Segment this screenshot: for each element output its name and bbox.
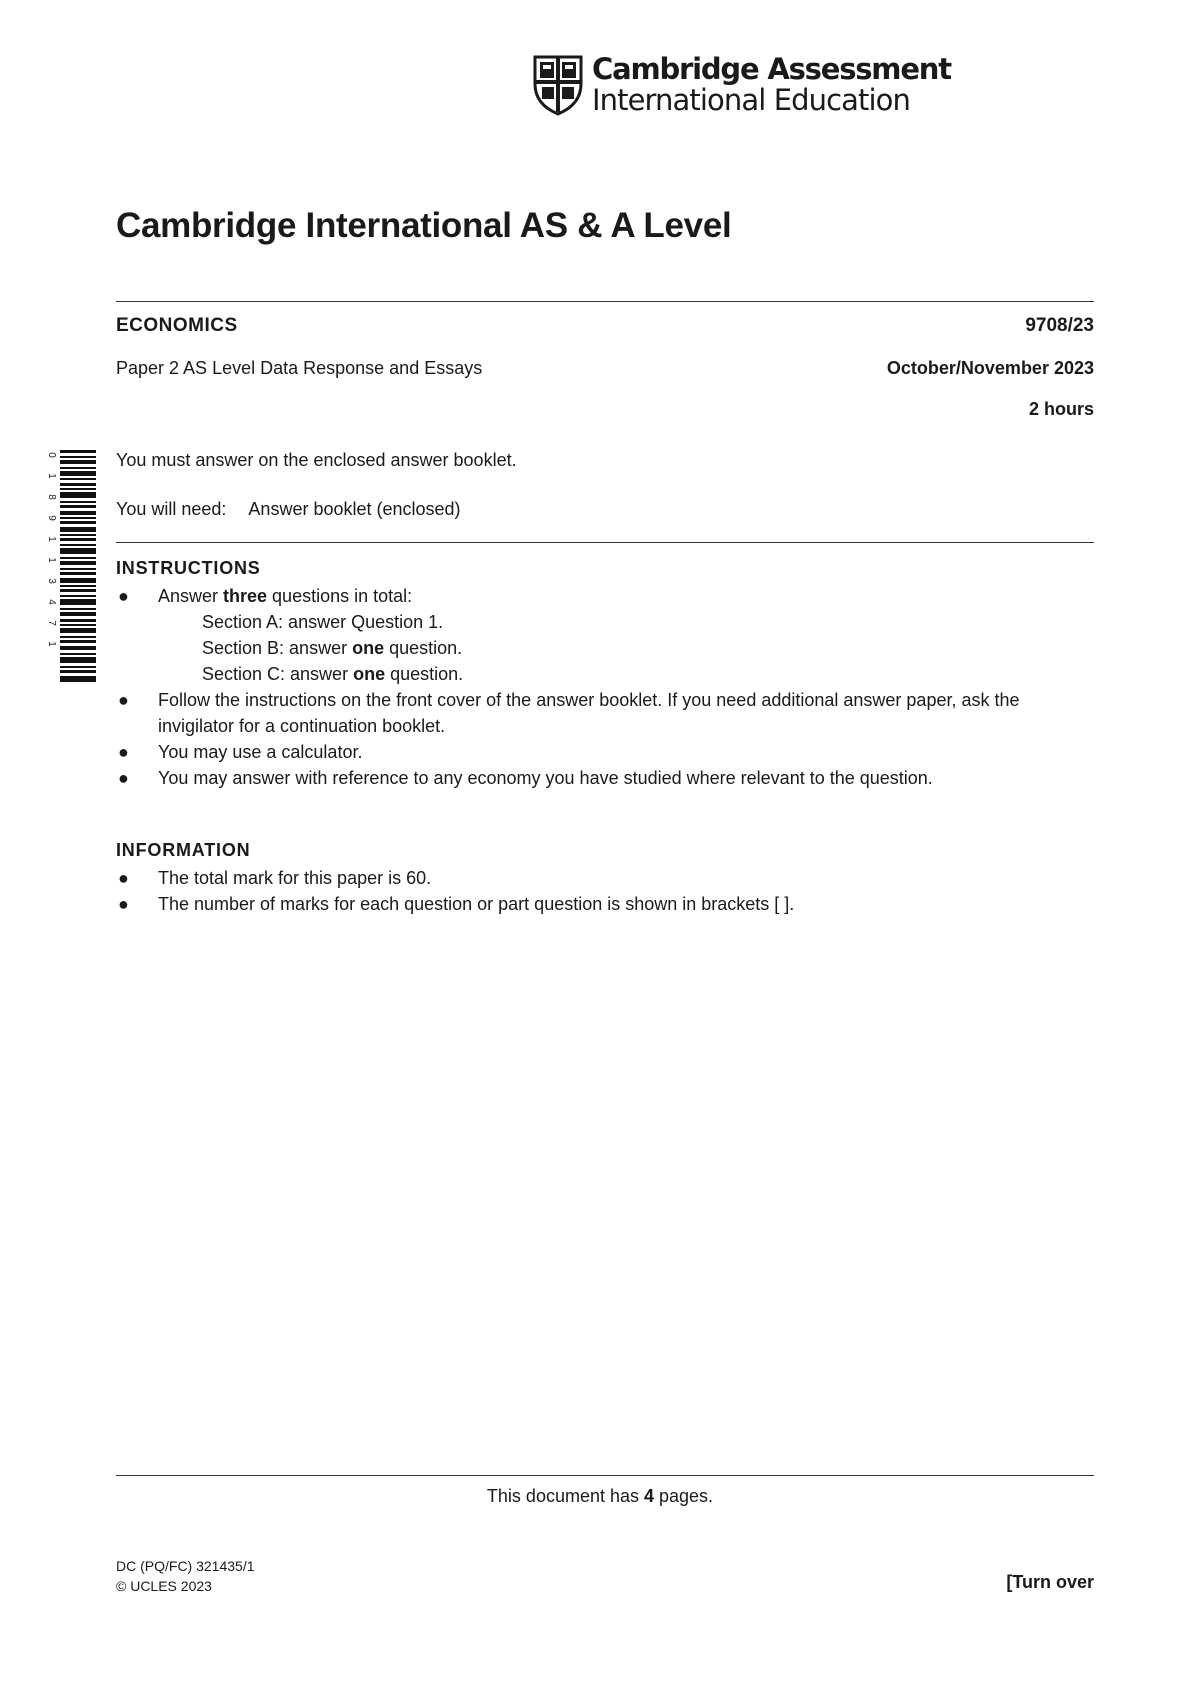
cambridge-logo (532, 52, 951, 118)
sub-list-item (116, 609, 1096, 635)
divider (116, 542, 1094, 543)
note-text: pages. (654, 1486, 714, 1506)
copyright: © UCLES 2023 (116, 1578, 212, 1594)
list-item (116, 583, 1096, 609)
note-text: This document has (486, 1486, 644, 1506)
information-list (116, 865, 1096, 917)
cambridge-shield-icon (532, 54, 584, 116)
page-title: Cambridge International AS & A Level (116, 206, 732, 245)
bullet: ● (118, 586, 129, 606)
barcode-digit: 1 (45, 473, 57, 479)
barcode-digits (45, 450, 58, 682)
information-heading: INFORMATION (116, 840, 251, 860)
list-item (116, 891, 1096, 917)
barcode-digit: 7 (45, 620, 57, 626)
divider (116, 301, 1094, 302)
item-text: Follow the instructions on the front cover of the answer booklet. If you need additional answer paper, ask the invigilator for a continuation booklet. (158, 690, 1020, 736)
list-item (116, 739, 1096, 765)
page-count: 4 (644, 1486, 655, 1506)
list-item (116, 765, 1096, 791)
list-item (116, 687, 1096, 739)
item-text: You may use a calculator. (158, 742, 363, 762)
barcode-digit: 9 (45, 515, 57, 521)
bullet: ● (118, 742, 129, 762)
sub-list-item (116, 661, 1096, 687)
you-will-need (116, 499, 461, 520)
need-value: Answer booklet (enclosed) (248, 499, 461, 519)
bullet: ● (118, 868, 129, 888)
need-label: You will need: (116, 499, 227, 519)
item-text: Section A: answer Question 1. (202, 612, 444, 632)
divider (116, 1475, 1094, 1476)
item-text: Answer (158, 586, 224, 606)
item-text: You may answer with reference to any economy you have studied where relevant to the question. (158, 768, 933, 788)
instructions-list (116, 583, 1096, 791)
item-emphasis: one (353, 664, 386, 684)
item-text: The total mark for this paper is 60. (158, 868, 432, 888)
barcode-digit: 3 (45, 578, 57, 584)
barcode-digit: 4 (45, 599, 57, 605)
paper-code: 9708/23 (1025, 315, 1094, 336)
bullet: ● (118, 894, 129, 914)
logo-text-line2: International Education (592, 83, 910, 117)
item-text: question. (384, 638, 463, 658)
exam-session: October/November 2023 (886, 358, 1094, 378)
barcode-bars (60, 450, 96, 682)
bullet: ● (118, 690, 129, 710)
item-text: Section C: answer (202, 664, 354, 684)
sub-list-item (116, 635, 1096, 661)
item-text: Section B: answer (202, 638, 353, 658)
item-text: questions in total: (267, 586, 413, 606)
document-code: DC (PQ/FC) 321435/1 (116, 1558, 255, 1574)
turn-over-label: [Turn over (1006, 1572, 1094, 1592)
item-emphasis: three (223, 586, 268, 606)
barcode-digit: 1 (45, 536, 57, 542)
item-text: question. (385, 664, 464, 684)
subject-name: ECONOMICS (116, 315, 238, 336)
bullet: ● (118, 768, 129, 788)
barcode-digit: 1 (45, 641, 57, 647)
instructions-heading: INSTRUCTIONS (116, 558, 261, 578)
barcode-digit: 8 (45, 494, 57, 500)
barcode-digit: 0 (45, 452, 57, 458)
paper-title: Paper 2 AS Level Data Response and Essays (116, 358, 483, 378)
barcode-digit: 1 (45, 557, 57, 563)
barcode (45, 450, 96, 682)
answer-booklet-note: You must answer on the enclosed answer booklet. (116, 450, 517, 470)
exam-duration: 2 hours (1028, 399, 1094, 419)
item-text: The number of marks for each question or part question is shown in brackets [ ]. (158, 894, 795, 914)
item-emphasis: one (352, 638, 385, 658)
list-item (116, 865, 1096, 891)
page-count-note (0, 1486, 1200, 1507)
logo-text-line1: Cambridge Assessment (592, 52, 951, 86)
